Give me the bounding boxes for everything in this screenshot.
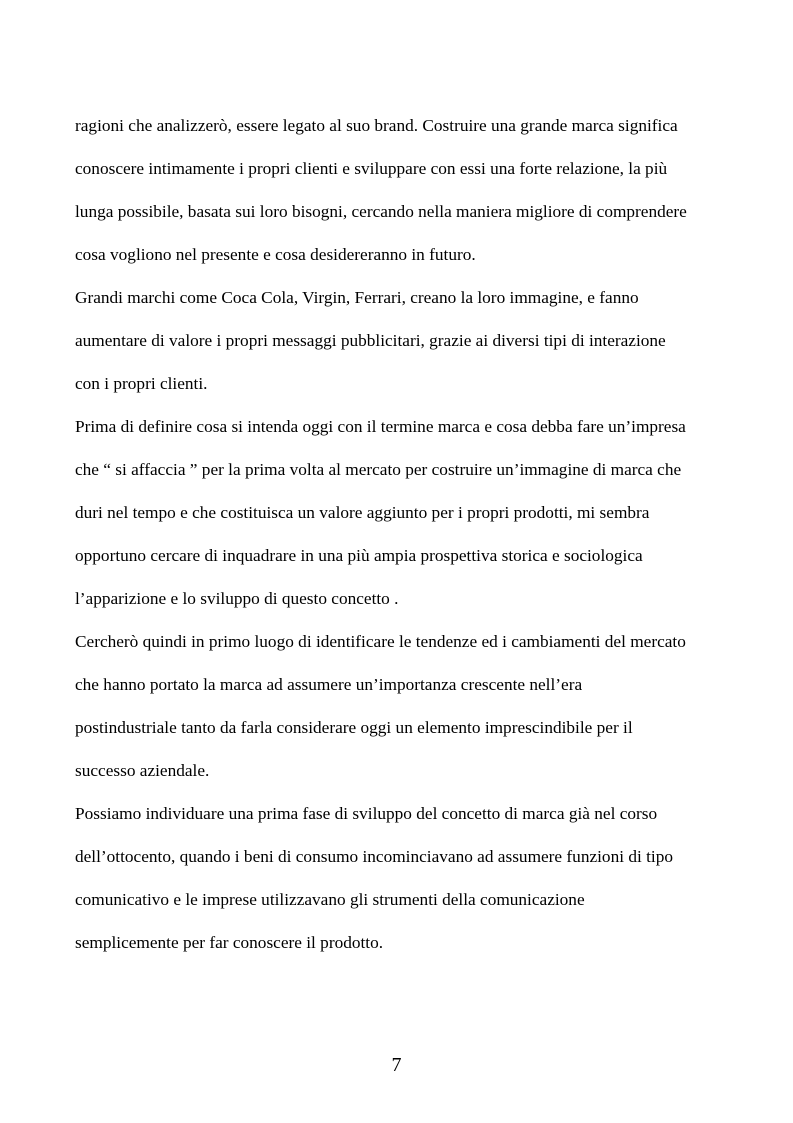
text-line: opportuno cercare di inquadrare in una più ampia prospettiva storica e sociologica	[75, 546, 643, 565]
text-line: che “ si affaccia ” per la prima volta al mercato per costruire un’immagine di marca che	[75, 460, 682, 479]
text-line: successo aziendale.	[75, 761, 210, 780]
text-line: duri nel tempo e che costituisca un valore aggiunto per i propri prodotti, mi sembra	[75, 503, 650, 522]
text-line: comunicativo e le imprese utilizzavano gli strumenti della comunicazione	[75, 890, 585, 909]
text-line: Cercherò quindi in primo luogo di identificare le tendenze ed i cambiamenti del mercato	[75, 632, 686, 651]
text-line: conoscere intimamente i propri clienti e sviluppare con essi una forte relazione, la più	[75, 159, 668, 178]
text-line: che hanno portato la marca ad assumere un’importanza crescente nell’era	[75, 675, 583, 694]
text-line: Prima di definire cosa si intenda oggi con il termine marca e cosa debba fare un’impresa	[75, 417, 686, 436]
text-line: lunga possibile, basata sui loro bisogni, cercando nella maniera migliore di comprendere	[75, 202, 687, 221]
text-line: l’apparizione e lo sviluppo di questo concetto .	[75, 589, 399, 608]
text-line: Possiamo individuare una prima fase di sviluppo del concetto di marca già nel corso	[75, 804, 658, 823]
page-number: 7	[391, 1054, 402, 1076]
text-line: Grandi marchi come Coca Cola, Virgin, Ferrari, creano la loro immagine, e fanno	[75, 288, 639, 307]
text-line: ragioni che analizzerò, essere legato al suo brand. Costruire una grande marca significa	[75, 116, 678, 135]
text-line: dell’ottocento, quando i beni di consumo incominciavano ad assumere funzioni di tipo	[75, 847, 673, 866]
text-line: aumentare di valore i propri messaggi pubblicitari, grazie ai diversi tipi di interazione	[75, 331, 666, 350]
body-text	[75, 111, 765, 971]
text-line: con i propri clienti.	[75, 374, 208, 393]
text-line: cosa vogliono nel presente e cosa desidereranno in futuro.	[75, 245, 476, 264]
text-line: postindustriale tanto da farla considerare oggi un elemento imprescindibile per il	[75, 718, 633, 737]
text-line: semplicemente per far conoscere il prodotto.	[75, 933, 384, 952]
